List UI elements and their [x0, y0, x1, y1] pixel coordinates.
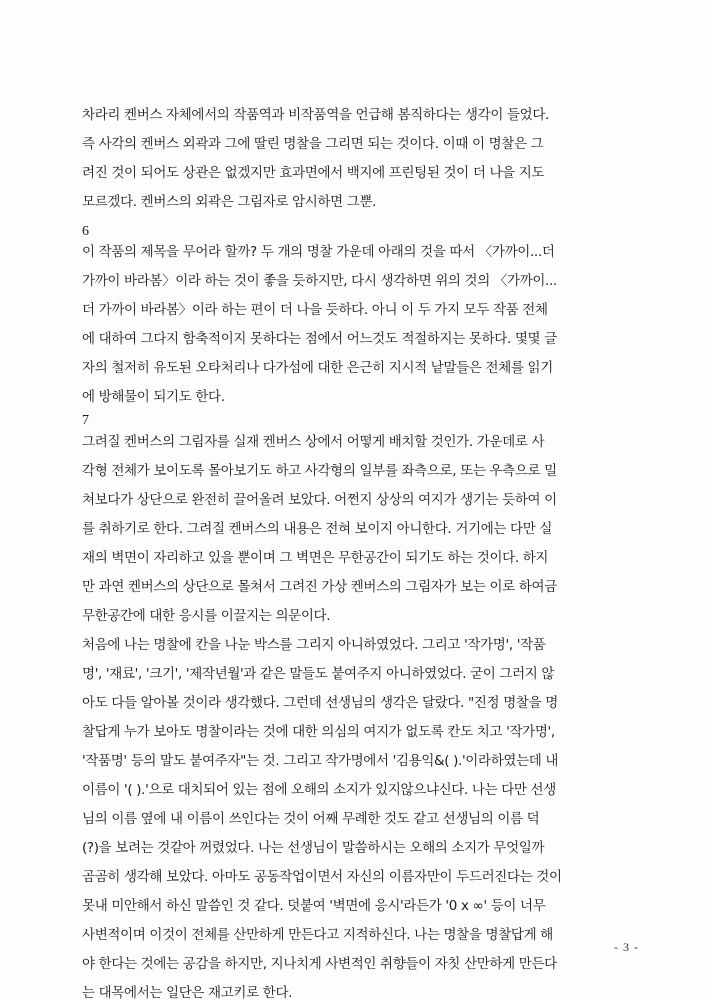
text-line: 만 과연 켄버스의 상단으로 몰쳐서 그려진 가상 켄버스의 그림자가 보는 이로 하여금 [82, 579, 557, 595]
text-line: 더 가까이 바라봄〉이라 하는 편이 더 나을 듯하다. 아니 이 두 가지 모두 작품 전체 [82, 302, 548, 318]
text-line: 이 작품의 제목을 무어라 할까? 두 개의 명찰 가운데 아래의 것을 따서 〈가까이...더 [82, 244, 555, 260]
text-line: 재의 벽면이 자리하고 있을 뿐이며 그 벽면은 무한공간이 되기도 하는 것이다. 하지 [82, 550, 549, 566]
text-line: 는 대목에서는 일단은 재고키로 한다. [82, 985, 293, 1001]
paragraph-intro [82, 101, 630, 217]
text-line: 무한공간에 대한 응시를 이끌지는 의문이다. [82, 608, 331, 624]
text-line: 그려질 켄버스의 그림자를 실재 켄버스 상에서 어떻게 배치할 것인가. 가운데로 사 [82, 434, 545, 450]
section-number-6: 6 [82, 224, 89, 239]
text-line: 차라리 켄버스 자체에서의 작품역과 비작품역을 언급해 봄직하다는 생각이 들었다. [82, 107, 549, 123]
text-line: 아도 다들 알아볼 것이라 생각했다. 그런데 선생님의 생각은 달랐다. "진정 명찰을 명 [82, 695, 558, 711]
text-line: 야 한다는 것에는 공감을 하지만, 지나치게 사변적인 취향들이 자칫 산만하게 만든다 [82, 956, 557, 972]
text-line: 에 대하여 그다지 함축적이지 못하다는 점에서 어느것도 적절하지는 못하다. 몇몇 글 [82, 331, 557, 347]
section-6-paragraph [82, 238, 630, 412]
text-line: (?)을 보려는 것같아 꺼렸었다. 나는 선생님이 말씀하시는 오해의 소지가 무엇일까 [82, 840, 545, 856]
text-line: 려진 것이 되어도 상관은 없겠지만 효과면에서 백지에 프린팅된 것이 더 나을 지도 [82, 165, 545, 181]
text-line: 못내 미안해서 하신 말씀인 것 같다. 덧붙여 '벽면에 응시'라든가 '0 x ∞' 등이 너무 [82, 898, 546, 914]
text-line: 를 취하기로 한다. 그려질 켄버스의 내용은 전혀 보이지 아니한다. 거기에는 다만 실 [82, 521, 553, 537]
section-number-7: 7 [82, 413, 89, 428]
text-line: 에 방해물이 되기도 한다. [82, 389, 225, 405]
text-line: 자의 철저히 유도된 오타처리나 다가섬에 대한 은근히 지시적 낱말들은 전체를 읽기 [82, 360, 553, 376]
text-line: 처음에 나는 명찰에 칸을 나눈 박스를 그리지 아니하였었다. 그리고 '작가명', '작품 [82, 637, 546, 653]
text-line: 가까이 바라봄〉이라 하는 것이 좋을 듯하지만, 다시 생각하면 위의 것의 〈가까이... [82, 273, 557, 289]
text-line: 즉 사각의 켄버스 외곽과 그에 딸린 명찰을 그리면 되는 것이다. 이때 이 명찰은 그 [82, 136, 544, 152]
text-line: 명', '재료', '크기', '제작년월'과 같은 말들도 붙여주지 아니하였었다. 굳이 그러지 않 [82, 666, 555, 682]
text-line: 각형 전체가 보이도록 몰아보기도 하고 사각형의 일부를 좌측으로, 또는 우측으로 밀 [82, 463, 557, 479]
text-line: 찰답게 누가 보아도 명찰이라는 것에 대한 의심의 여지가 없도록 칸도 치고 '작가명', [82, 724, 555, 740]
text-line: 쳐보다가 상단으로 완전히 끌어올려 보았다. 어쩐지 상상의 여지가 생기는 듯하여 이 [82, 492, 557, 508]
page-number: - 3 - [614, 940, 639, 954]
text-line: 님의 이름 옆에 내 이름이 쓰인다는 것이 어째 무례한 것도 같고 선생님의 이름 덕 [82, 811, 540, 827]
text-line: 사변적이며 이것이 전체를 산만하게 만든다고 지적하신다. 나는 명찰을 명찰답게 해 [82, 927, 553, 943]
text-line: 모르겠다. 켄버스의 외곽은 그림자로 암시하면 그뿐. [82, 194, 377, 210]
text-line: '작품명' 등의 말도 붙여주자"는 것. 그리고 작가명에서 '김용익&( ).'이라하였는데 내 [82, 753, 559, 769]
text-line: 이름이 '( ).'으로 대치되어 있는 점에 오해의 소지가 있지않으냐신다. 나는 다만 선생 [82, 782, 556, 798]
section-7-paragraphs [82, 428, 630, 1008]
text-line: 곰곰히 생각해 보았다. 아마도 공동작업이면서 자신의 이름자만이 두드러진다는 것이 [82, 869, 562, 885]
